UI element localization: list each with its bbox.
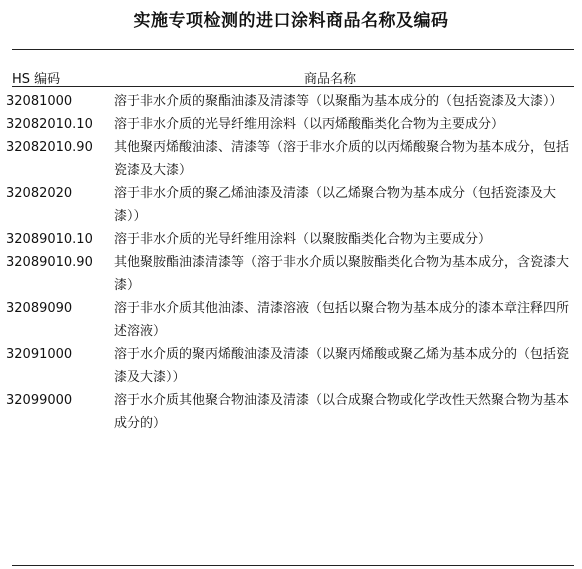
product-name-cell: 溶于非水介质的光导纤维用涂料（以丙烯酸酯类化合物为主要成分） (114, 117, 505, 132)
product-name-cell: 溶于水介质的聚丙烯酸油漆及清漆（以聚丙烯酸或聚乙烯为基本成分的（包括瓷漆及大漆）） (114, 347, 570, 385)
table-row (0, 90, 582, 113)
hs-code-cell: 32082020 (6, 186, 73, 201)
hs-code-cell: 32082010.10 (6, 117, 93, 132)
column-header-hs-code: HS 编码 (12, 72, 61, 87)
product-name-cell: 溶于非水介质其他油漆、清漆溶液（包括以聚合物为基本成分的漆本章注释四所述溶液） (114, 301, 570, 339)
document-title: 实施专项检测的进口涂料商品名称及编码 (133, 11, 449, 31)
table-row (0, 297, 582, 343)
hs-code-cell: 32082010.90 (6, 140, 93, 155)
product-name-cell: 其他聚胺酯油漆清漆等（溶于非水介质以聚胺酯类化合物为基本成分，含瓷漆大漆） (114, 255, 570, 293)
table-row (0, 389, 582, 435)
top-rule (12, 49, 574, 50)
product-name-cell: 其他聚丙烯酸油漆、清漆等（溶于非水介质的以丙烯酸聚合物为基本成分，包括瓷漆及大漆） (114, 140, 570, 178)
table-row (0, 251, 582, 297)
table-row (0, 182, 582, 228)
table-row (0, 113, 582, 136)
table-row (0, 343, 582, 389)
table-row (0, 136, 582, 182)
product-name-cell: 溶于非水介质的聚乙烯油漆及清漆（以乙烯聚合物为基本成分（包括瓷漆及大漆）） (114, 186, 557, 224)
hs-code-cell: 32089090 (6, 301, 73, 316)
table-row (0, 228, 582, 251)
product-name-cell: 溶于非水介质的光导纤维用涂料（以聚胺酯类化合物为主要成分） (114, 232, 492, 247)
hs-code-cell: 32089010.90 (6, 255, 93, 270)
column-header-product-name: 商品名称 (304, 72, 357, 87)
commodity-table-body (0, 90, 582, 435)
hs-code-cell: 32081000 (6, 94, 73, 109)
bottom-rule (12, 565, 574, 566)
hs-code-cell: 32091000 (6, 347, 73, 362)
header-rule (12, 86, 574, 87)
product-name-cell: 溶于非水介质的聚酯油漆及清漆等（以聚酯为基本成分的（包括瓷漆及大漆）） (114, 94, 563, 109)
product-name-cell: 溶于水介质其他聚合物油漆及清漆（以合成聚合物或化学改性天然聚合物为基本成分的） (114, 393, 570, 431)
hs-code-cell: 32089010.10 (6, 232, 93, 247)
hs-code-cell: 32099000 (6, 393, 73, 408)
